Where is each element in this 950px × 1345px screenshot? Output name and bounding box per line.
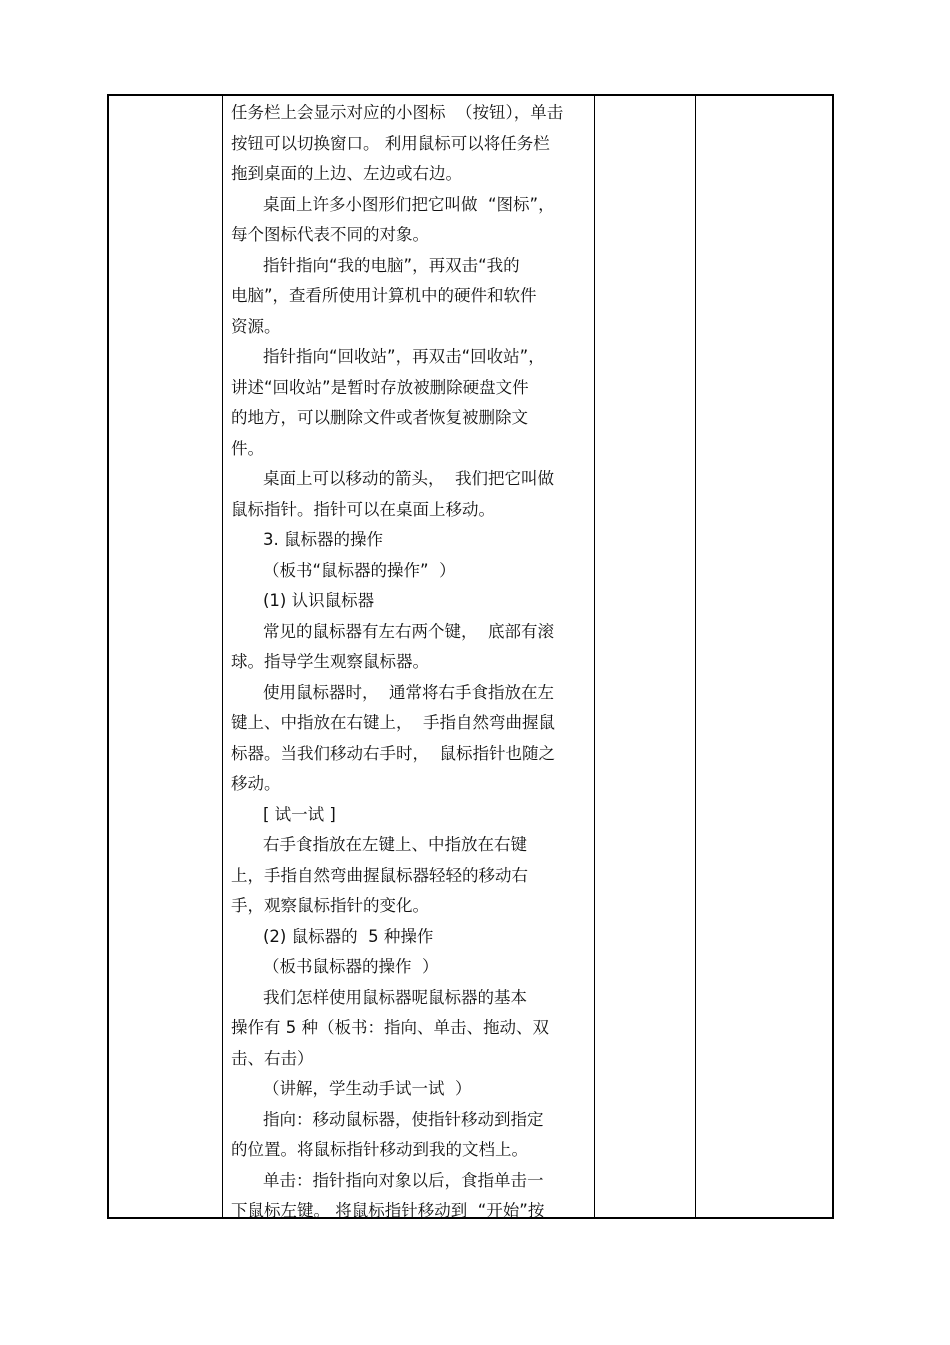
text-line: 标器。当我们移动右手时， 鼠标指针也随之 [231,743,555,763]
text-line: 资源。 [231,316,281,336]
text-line: 球。指导学生观察鼠标器。 [231,652,429,671]
text-line: 击、右击） [231,1048,314,1068]
column-divider [695,96,696,1217]
text-line: 指向：移动鼠标器，使指针移动到指定 [263,1109,544,1129]
text-line: 3. 鼠标器的操作 [263,530,383,549]
text-line: 桌面上可以移动的箭头， 我们把它叫做 [263,469,554,488]
text-line: 右手食指放在左键上、中指放在右键 [263,835,527,854]
text-line: 鼠标指针。指针可以在桌面上移动。 [231,499,495,519]
text-line: [ 试一试 ] [263,804,336,824]
text-line: （板书“鼠标器的操作” ） [263,560,456,580]
text-line: 的位置。将鼠标指针移动到我的文档上。 [231,1140,528,1159]
text-line: (2) 鼠标器的 5 种操作 [263,926,434,946]
text-line: 每个图标代表不同的对象。 [231,225,429,244]
text-line: 手，观察鼠标指针的变化。 [231,896,429,915]
text-line: 任务栏上会显示对应的小图标 （按钮），单击 [231,103,564,122]
text-line: 上，手指自然弯曲握鼠标器轻轻的移动右 [231,865,528,885]
text-line: 我们怎样使用鼠标器呢鼠标器的基本 [263,987,527,1007]
text-line: 单击：指针指向对象以后，食指单击一 [263,1170,544,1190]
text-line: 件。 [231,438,264,458]
lesson-content-cell [231,98,601,1227]
text-line: 按钮可以切换窗口。 利用鼠标可以将任务栏 [231,133,550,153]
text-line: 下鼠标左键。 将鼠标指针移动到 “开始”按 [231,1201,545,1220]
text-line: 常见的鼠标器有左右两个键， 底部有滚 [263,621,554,641]
text-line: (1) 认识鼠标器 [263,591,375,610]
text-line: 使用鼠标器时， 通常将右手食指放在左 [263,682,554,702]
text-line: 指针指向“回收站”，再双击“回收站”， [263,347,545,366]
text-line: 键上、中指放在右键上， 手指自然弯曲握鼠 [231,713,555,732]
text-line: 的地方，可以删除文件或者恢复被删除文 [231,408,528,427]
column-divider [222,96,223,1217]
lesson-table [107,94,834,1219]
text-line: 操作有 5 种（板书：指向、单击、拖动、双 [231,1018,549,1037]
text-line: 指针指向“我的电脑”，再双击“我的 [263,255,520,275]
text-line: 移动。 [231,774,281,793]
text-line: 拖到桌面的上边、左边或右边。 [231,164,462,183]
text-line: （板书鼠标器的操作 ） [263,957,439,976]
text-line: 桌面上许多小图形们把它叫做 “图标”， [263,194,555,214]
text-line: 电脑”，查看所使用计算机中的硬件和软件 [231,286,537,305]
text-line: （讲解，学生动手试一试 ） [263,1079,472,1098]
text-line: 讲述“回收站”是暂时存放被删除硬盘文件 [231,377,529,397]
